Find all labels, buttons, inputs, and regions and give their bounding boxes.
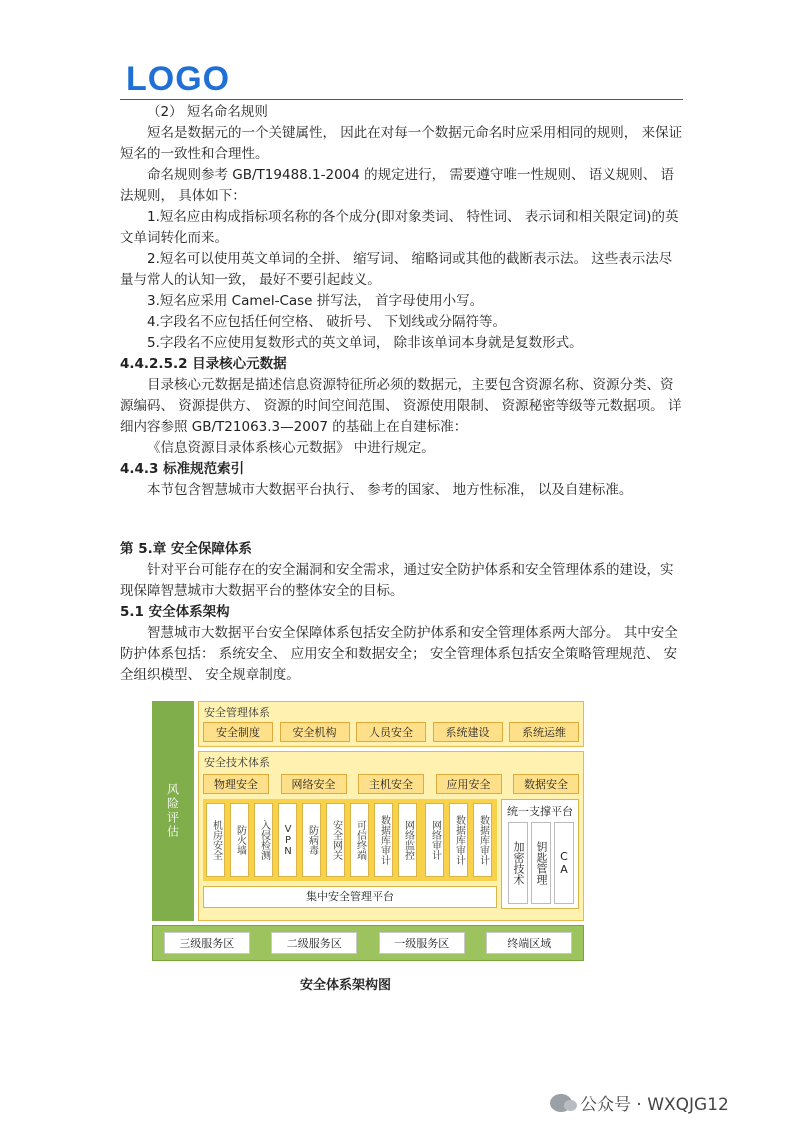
watermark	[550, 1090, 729, 1115]
sub-item: 数据库审计	[473, 803, 492, 877]
unified-support-platform	[501, 799, 579, 909]
management-system-group	[198, 701, 584, 747]
section-heading: 4.4.2.5.2 目录核心元数据	[120, 356, 287, 372]
mgmt-item: 系统建设	[433, 722, 503, 742]
paragraph: （2） 短名命名规则	[147, 104, 268, 120]
zone-box: 一级服务区	[379, 932, 465, 954]
sub-item: 安全网关	[326, 803, 345, 877]
paragraph: 4.字段名不应包括任何空格、 破折号、 下划线或分隔符等。	[147, 314, 506, 330]
risk-assessment-bar	[152, 701, 194, 921]
security-architecture-diagram	[152, 701, 586, 963]
paragraph: 2.短名可以使用英文单词的全拼、 缩写词、 缩略词或其他的截断表示法。 这些表示法尽量与常人的认知一致， 最好不要引起歧义。	[120, 251, 673, 288]
unified-item: 加密技术	[508, 822, 528, 904]
unified-title: 统一支撑平台	[507, 805, 573, 818]
mgmt-item: 系统运维	[509, 722, 579, 742]
logo: LOGO	[126, 60, 231, 98]
tech-item: 应用安全	[436, 774, 502, 794]
tech-item: 网络安全	[281, 774, 347, 794]
sub-item: 数据库审计	[374, 803, 393, 877]
paragraph: 短名是数据元的一个关键属性， 因此在对每一个数据元命名时应采用相同的规则， 来保证短名的一致性和合理性。	[120, 125, 683, 162]
sub-item: 防火墙	[230, 803, 249, 877]
section-heading: 5.1 安全体系架构	[120, 604, 230, 620]
paragraph: 命名规则参考 GB/T19488.1-2004 的规定进行， 需要遵守唯一性规则、 语义规则、 语法规则， 具体如下：	[120, 167, 675, 204]
tech-subitems	[203, 799, 497, 881]
figure-caption: 安全体系架构图	[300, 978, 392, 993]
paragraph: 智慧城市大数据平台安全保障体系包括安全防护体系和安全管理体系两大部分。 其中安全防护体系包括： 系统安全、 应用安全和数据安全； 安全管理体系包括安全策略管理规范、 安全组织模型、 安全规章制度。	[120, 625, 678, 683]
paragraph: 3.短名应采用 Camel-Case 拼写法， 首字母使用小写。	[147, 293, 484, 309]
paragraph: 针对平台可能存在的安全漏洞和安全需求，通过安全防护体系和安全管理体系的建设，实现保障智慧城市大数据平台的整体安全的目标。	[120, 562, 674, 599]
unified-item: 钥匙管理	[531, 822, 551, 904]
zone-box: 终端区域	[486, 932, 572, 954]
header-divider	[120, 99, 683, 100]
paragraph: 《信息资源目录体系核心元数据》 中进行规定。	[147, 440, 435, 456]
section-heading: 4.4.3 标准规范索引	[120, 461, 245, 477]
mgmt-item: 人员安全	[356, 722, 426, 742]
mgmt-item: 安全制度	[203, 722, 273, 742]
paragraph: 本节包含智慧城市大数据平台执行、 参考的国家、 地方性标准， 以及自建标准。	[147, 482, 633, 498]
zone-box: 二级服务区	[271, 932, 357, 954]
sub-item: 机房安全	[206, 803, 225, 877]
tech-item: 主机安全	[358, 774, 424, 794]
sub-item: 防病毒	[302, 803, 321, 877]
document-body	[120, 102, 683, 686]
wechat-icon	[550, 1094, 572, 1112]
sub-item: 网络审计	[425, 803, 444, 877]
mgmt-item: 安全机构	[280, 722, 350, 742]
sub-item: 入侵检测	[254, 803, 273, 877]
central-management-platform: 集中安全管理平台	[203, 886, 497, 908]
paragraph: 5.字段名不应使用复数形式的英文单词， 除非该单词本身就是复数形式。	[147, 335, 583, 351]
zone-box: 三级服务区	[164, 932, 250, 954]
paragraph: 1.短名应由构成指标项名称的各个成分(即对象类词、 特性词、 表示词和相关限定词)的英文单词转化而来。	[120, 209, 679, 246]
sub-item: VPN	[278, 803, 297, 877]
chapter-heading: 第 5.章 安全保障体系	[120, 541, 252, 557]
tech-item: 物理安全	[203, 774, 269, 794]
group-title: 安全技术体系	[204, 756, 270, 769]
tech-item: 数据安全	[513, 774, 579, 794]
watermark-text: 公众号 · WXQJG12	[580, 1095, 729, 1115]
sub-item: 网络监控	[398, 803, 417, 877]
unified-item: CA	[554, 822, 574, 904]
paragraph: 目录核心元数据是描述信息资源特征所必须的数据元，主要包含资源名称、资源分类、资源编码、 资源提供方、 资源的时间空间范围、 资源使用限制、 资源秘密等级等元数据项。 详细内容参照 GB/T21063.3—2007 的基础上在自建标准：	[120, 377, 682, 435]
service-zones	[152, 925, 584, 961]
group-title: 安全管理体系	[204, 706, 270, 719]
sub-item: 数据库审计	[449, 803, 468, 877]
technology-system-group	[198, 751, 584, 921]
sub-item: 可信终端	[350, 803, 369, 877]
risk-label: 风险评估	[165, 783, 180, 839]
